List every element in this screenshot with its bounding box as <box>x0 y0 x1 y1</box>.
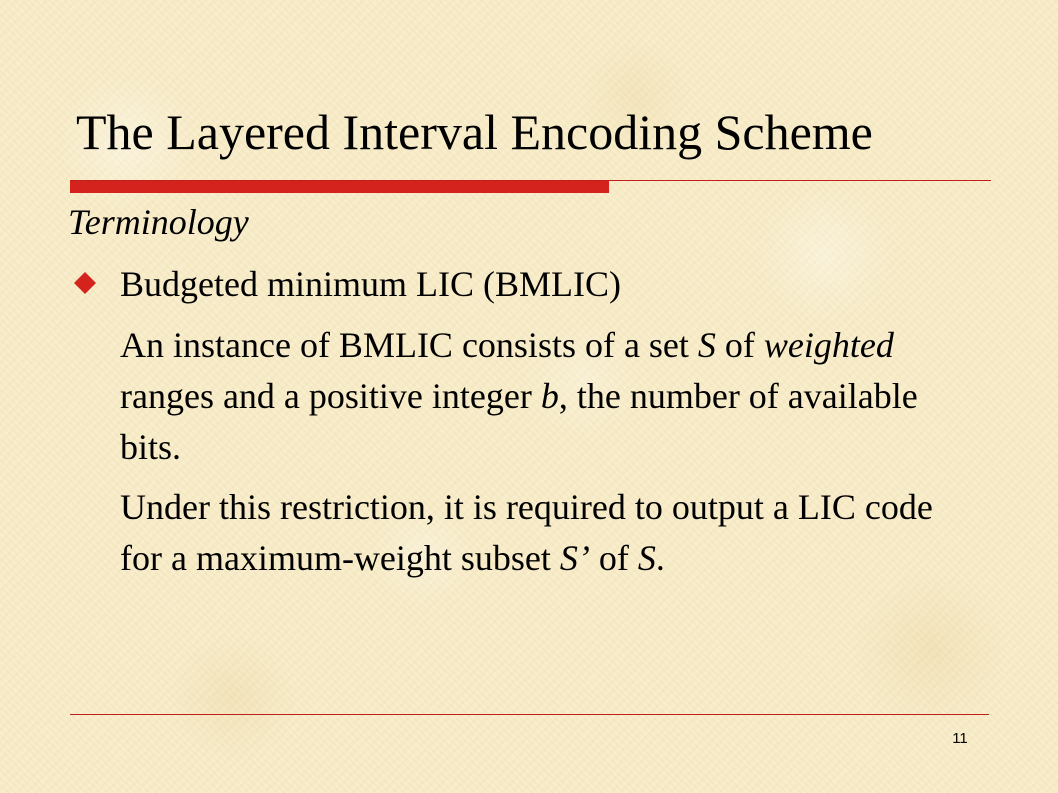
paragraph-text: Under this restriction, it is required to output a LIC code for a maximum-weight subset <box>120 487 933 578</box>
paragraph-text: of <box>715 325 764 365</box>
bullet-text: Budgeted minimum LIC (BMLIC) <box>120 264 621 304</box>
definition-paragraph <box>120 320 980 473</box>
set-symbol-s: S <box>697 325 716 365</box>
slide-title: The Layered Interval Encoding Scheme <box>76 104 873 160</box>
footer-rule <box>70 714 989 715</box>
paragraph-text: ranges and a positive integer <box>120 376 541 416</box>
subset-symbol-s-prime: S’ <box>559 538 590 578</box>
restriction-paragraph <box>120 482 980 584</box>
set-symbol-s: S <box>637 538 656 578</box>
diamond-bullet-icon <box>74 272 96 294</box>
paragraph-text: , the number of available bits. <box>120 376 918 467</box>
paragraph-text: . <box>655 538 665 578</box>
variable-b: b <box>540 376 559 416</box>
page-number: 11 <box>952 730 968 747</box>
paragraph-text: An instance of BMLIC consists of a set <box>120 325 698 365</box>
weighted-term: weighted <box>763 325 894 365</box>
section-heading: Terminology <box>68 202 249 242</box>
title-underline-thick <box>70 181 609 193</box>
paragraph-text: of <box>589 538 638 578</box>
